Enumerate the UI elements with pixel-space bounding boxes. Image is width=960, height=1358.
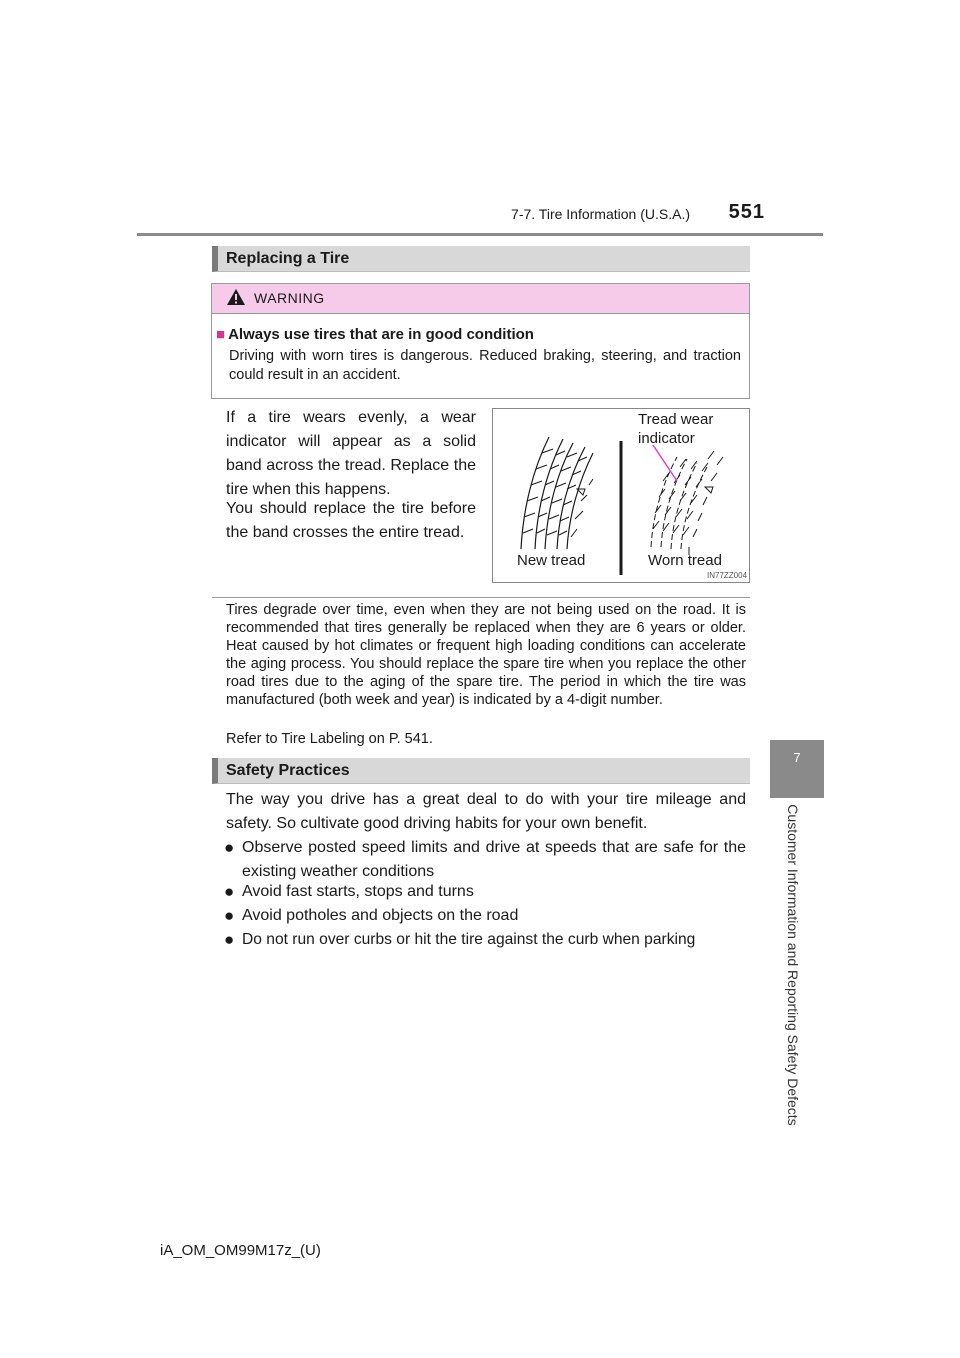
- figure-code: IN77ZZ004: [707, 571, 748, 580]
- section-divider: [212, 597, 750, 598]
- document-code: iA_OM_OM99M17z_(U): [160, 1242, 321, 1259]
- page-number: 551: [728, 201, 765, 223]
- bullet-dot-icon: ●: [224, 930, 235, 949]
- warning-item-text: Driving with worn tires is dangerous. Reduced braking, steering, and traction could result in an accident.: [229, 348, 741, 383]
- safety-bullet-2: [224, 880, 746, 906]
- label-worn-tread: Worn tread: [648, 552, 722, 569]
- chapter-number: 7: [793, 750, 801, 765]
- aging-para-2: Refer to Tire Labeling on P. 541.: [226, 731, 433, 747]
- label-new-tread: New tread: [517, 552, 586, 569]
- label-tread-wear-2: indicator: [638, 430, 695, 447]
- safety-intro: The way you drive has a great deal to do with your tire mileage and safety. So cultivate good driving habits for your own benefit.: [226, 791, 746, 832]
- safety-bullet-4: [224, 928, 754, 954]
- safety-bullet-3: [224, 904, 746, 930]
- safety-bullet-2-text: Avoid fast starts, stops and turns: [242, 883, 474, 900]
- chapter-tab: [770, 740, 824, 798]
- safety-bullet-4-text: Do not run over curbs or hit the tire against the curb when parking: [242, 931, 696, 948]
- label-tread-wear-1: Tread wear: [638, 411, 714, 428]
- warning-box: [211, 283, 750, 399]
- section-heading-replacing: Replacing a Tire: [212, 246, 750, 272]
- bullet-dot-icon: ●: [224, 882, 235, 901]
- header-rule: [137, 233, 823, 236]
- section-heading-safety: Safety Practices: [212, 758, 750, 784]
- replacing-para-1: If a tire wears evenly, a wear indicator will appear as a solid band across the tread. Replace the tire when this happens.: [226, 409, 476, 498]
- aging-para-1: Tires degrade over time, even when they are not being used on the road. It is recommended that tires generally be replaced when they are 6 years or older. Heat caused by hot climates or frequent high loading conditions can accelerate the aging process. You should replace the spare tire when you replace the other road tires due to the aging of the spare tire. The period in which the tire was manufactured (both week and year) is indicated by a 4-digit number.: [226, 602, 746, 708]
- bullet-dot-icon: ●: [224, 838, 235, 857]
- header-section-title: 7-7. Tire Information (U.S.A.): [511, 206, 690, 222]
- warning-header: [212, 284, 749, 314]
- chapter-title: Customer Information and Reporting Safety Defects: [785, 804, 801, 1126]
- safety-bullet-3-text: Avoid potholes and objects on the road: [242, 907, 519, 924]
- warning-item-title-text: Always use tires that are in good condition: [228, 326, 534, 343]
- replacing-para-2: You should replace the tire before the band crosses the entire tread.: [226, 500, 476, 541]
- safety-bullet-1-text: Observe posted speed limits and drive at speeds that are safe for the existing weather conditions: [242, 839, 746, 880]
- warning-triangle-icon: [226, 288, 246, 306]
- bullet-dot-icon: ●: [224, 906, 235, 925]
- warning-item-title: [216, 326, 534, 343]
- safety-bullet-1: [224, 836, 746, 886]
- square-bullet-icon: ■: [216, 326, 226, 343]
- warning-label: WARNING: [254, 290, 325, 306]
- tread-wear-figure: [492, 408, 750, 583]
